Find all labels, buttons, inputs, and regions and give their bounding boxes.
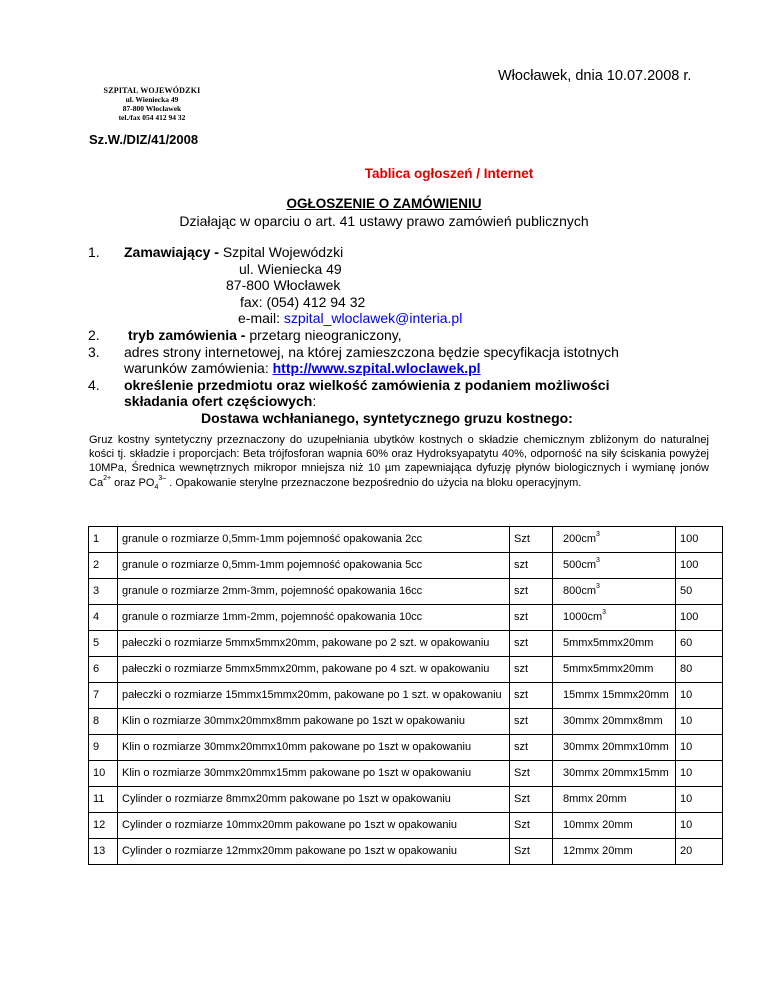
table-row <box>89 735 723 761</box>
item-quantity-text: 50 <box>680 585 693 597</box>
email-label: e-mail: <box>238 310 281 327</box>
table-row <box>89 553 723 579</box>
item-number-text: 7 <box>93 689 100 701</box>
item-unit-text: szt <box>514 741 529 753</box>
item-size <box>553 683 676 709</box>
item-size-text: 30mmx 20mmx8mm <box>563 715 663 727</box>
item-number-text: 4 <box>93 611 100 623</box>
notice-title: OGŁOSZENIE O ZAMÓWIENIU <box>286 196 482 211</box>
orderer-city: 87-800 Włocławek <box>226 277 341 294</box>
orderer-label: Zamawiający - <box>124 244 219 260</box>
reference-number: Sz.W./DIZ/41/2008 <box>89 132 199 147</box>
item-quantity-text: 60 <box>680 637 693 649</box>
orderer-fax: fax: (054) 412 94 32 <box>240 293 366 310</box>
item-unit-text: Szt <box>514 819 530 831</box>
procedure-label: tryb zamówienia - <box>128 327 246 343</box>
item-number-text: 10 <box>93 767 106 779</box>
item-number-text: 2 <box>93 559 100 571</box>
item-size <box>553 579 676 605</box>
item-size <box>553 631 676 657</box>
table-row <box>89 579 723 605</box>
item-unit-text: szt <box>514 715 529 727</box>
description-text: . Opakowanie sterylne przeznaczone bezpośrednio do użycia na bloku operacyjnym. <box>166 476 582 489</box>
item-quantity-text: 10 <box>680 689 693 701</box>
item-name-text: Klin o rozmiarze 30mmx20mmx8mm pakowane po 1szt w opakowaniu <box>122 715 465 727</box>
item-number <box>89 553 118 579</box>
item-size-text: 8mmx 20mm <box>563 793 627 805</box>
item-unit <box>510 579 553 605</box>
item-size-text: 5mmx5mmx20mm <box>563 663 654 675</box>
item-size-text: 15mmx 15mmx20mm <box>563 689 669 701</box>
po-charge: 3– <box>158 474 167 482</box>
item-quantity <box>676 605 723 631</box>
po-subscript: 4 <box>154 483 159 491</box>
item-unit-text: szt <box>514 611 529 623</box>
item-name-text: pałeczki o rozmiarze 5mmx5mmx20mm, pakowane po 2 szt. w opakowaniu <box>122 637 490 649</box>
procedure-value: przetarg nieograniczony, <box>249 327 402 343</box>
section-number: 4. <box>88 376 100 393</box>
orderer-name: Szpital Wojewódzki <box>222 244 344 260</box>
item-name <box>118 579 510 605</box>
procedure-line <box>128 327 402 344</box>
item-quantity <box>676 813 723 839</box>
subject-text: określenie przedmiotu oraz wielkość zamówienia z podaniem możliwości <box>124 376 610 393</box>
item-size <box>553 787 676 813</box>
item-quantity <box>676 735 723 761</box>
item-name <box>118 605 510 631</box>
item-number-text: 6 <box>93 663 100 675</box>
item-size <box>553 735 676 761</box>
item-quantity <box>676 761 723 787</box>
item-name <box>118 709 510 735</box>
item-quantity <box>676 527 723 553</box>
item-number <box>89 657 118 683</box>
website-text: adres strony internetowej, na której zamieszczona będzie specyfikacja istotnych <box>124 343 619 360</box>
item-quantity <box>676 709 723 735</box>
item-number <box>89 813 118 839</box>
item-number-text: 11 <box>93 793 105 805</box>
item-name-text: pałeczki o rozmiarze 15mmx15mmx20mm, pakowane po 1 szt. w opakowaniu <box>122 689 502 701</box>
item-size <box>553 657 676 683</box>
item-name-text: Klin o rozmiarze 30mmx20mmx10mm pakowane po 1szt w opakowaniu <box>122 741 472 753</box>
orderer-line <box>124 244 343 261</box>
notice-subtitle: Działając w oparciu o art. 41 ustawy prawo zamówień publicznych <box>179 213 589 229</box>
orderer-street: ul. Wieniecka 49 <box>239 260 342 277</box>
item-quantity-text: 100 <box>680 559 699 571</box>
product-description <box>89 433 709 490</box>
item-number <box>89 605 118 631</box>
item-name-text: Cylinder o rozmiarze 12mmx20mm pakowane po 1szt w opakowaniu <box>122 845 458 857</box>
item-name <box>118 787 510 813</box>
item-size <box>553 709 676 735</box>
table-row <box>89 709 723 735</box>
table-row <box>89 631 723 657</box>
item-number <box>89 709 118 735</box>
item-number-text: 8 <box>93 715 100 727</box>
item-size <box>553 527 676 553</box>
item-number <box>89 579 118 605</box>
item-unit-text: szt <box>514 663 529 675</box>
item-size-text: 500cm <box>563 559 597 571</box>
item-quantity-text: 10 <box>680 715 693 727</box>
item-unit <box>510 527 553 553</box>
item-size <box>553 605 676 631</box>
item-unit-text: Szt <box>514 767 530 779</box>
item-quantity-text: 80 <box>680 663 693 675</box>
items-table <box>88 526 723 865</box>
superscript: 3 <box>596 583 600 591</box>
item-unit <box>510 631 553 657</box>
item-number <box>89 787 118 813</box>
section-number: 2. <box>88 327 100 343</box>
item-number-text: 3 <box>93 585 100 597</box>
item-unit <box>510 709 553 735</box>
item-number-text: 12 <box>93 819 106 831</box>
item-size-text: 800cm <box>563 585 597 597</box>
orderer-email-line <box>238 310 462 327</box>
partial-offers-line <box>124 393 316 410</box>
table-row <box>89 683 723 709</box>
item-quantity <box>676 839 723 865</box>
description-text: Gruz kostny syntetyczny przeznaczony do uzupełniania ubytków kostnych o składzie chemicznym zbliżonym do naturalnej kości tj. składzie i proporcjach: Beta trójfosforan wapnia 60% oraz Hydroksyapatytu 40%, odporność na siły ściskania powyżej 10MPa, Średnica wewnętrznych mikropor mniejsza niż 10 µm zapewniająca dyfuzję płynów biologicznych i wymianę jonów Ca <box>89 434 709 489</box>
item-name <box>118 553 510 579</box>
item-name <box>118 683 510 709</box>
item-quantity <box>676 631 723 657</box>
item-quantity-text: 100 <box>680 533 699 545</box>
item-size <box>553 813 676 839</box>
item-unit <box>510 605 553 631</box>
item-quantity <box>676 787 723 813</box>
item-quantity-text: 10 <box>680 819 693 831</box>
item-number <box>89 839 118 865</box>
ca-charge: 2+ <box>103 474 112 482</box>
item-number <box>89 683 118 709</box>
item-quantity-text: 10 <box>680 767 693 779</box>
item-unit <box>510 813 553 839</box>
item-unit <box>510 657 553 683</box>
item-name <box>118 631 510 657</box>
partial-offers-label: składania ofert częściowych <box>124 393 313 410</box>
item-unit <box>510 553 553 579</box>
item-name <box>118 813 510 839</box>
item-number-text: 13 <box>93 845 106 857</box>
item-name-text: granule o rozmiarze 1mm-2mm, pojemność opakowania 10cc <box>122 611 423 623</box>
item-name <box>118 735 510 761</box>
item-number <box>89 527 118 553</box>
section-number: 1. <box>88 244 100 260</box>
item-unit-text: Szt <box>514 533 530 545</box>
item-quantity <box>676 553 723 579</box>
item-unit-text: Szt <box>514 793 530 805</box>
item-size-text: 30mmx 20mmx15mm <box>563 767 669 779</box>
item-unit <box>510 735 553 761</box>
item-name-text: granule o rozmiarze 2mm-3mm, pojemność opakowania 16cc <box>122 585 423 597</box>
stamp-line: 87-800 Włocławek <box>122 104 182 113</box>
item-size-text: 200cm <box>563 533 597 545</box>
stamp-line: ul. Wieniecka 49 <box>125 95 179 104</box>
item-size <box>553 839 676 865</box>
item-name-text: pałeczki o rozmiarze 5mmx5mmx20mm, pakowane po 4 szt. w opakowaniu <box>122 663 490 675</box>
table-row <box>89 839 723 865</box>
item-unit <box>510 761 553 787</box>
item-number-text: 1 <box>93 533 100 545</box>
colon: : <box>312 393 317 410</box>
item-size <box>553 553 676 579</box>
table-row <box>89 813 723 839</box>
item-quantity <box>676 657 723 683</box>
website-link[interactable]: http://www.szpital.wloclawek.pl <box>272 360 481 377</box>
superscript: 3 <box>602 609 607 617</box>
item-unit-text: szt <box>514 559 529 571</box>
item-number-text: 9 <box>93 741 100 753</box>
item-name <box>118 527 510 553</box>
item-name-text: Cylinder o rozmiarze 8mmx20mm pakowane po 1szt w opakowaniu <box>122 793 451 805</box>
item-name <box>118 839 510 865</box>
table-row <box>89 787 723 813</box>
hospital-stamp <box>90 86 214 122</box>
email-link[interactable]: szpital_wloclawek@interia.pl <box>283 310 463 327</box>
item-unit <box>510 839 553 865</box>
item-size <box>553 761 676 787</box>
item-unit-text: szt <box>514 585 529 597</box>
item-number-text: 5 <box>93 637 100 649</box>
item-name-text: granule o rozmiarze 0,5mm-1mm pojemność opakowania 2cc <box>122 533 423 545</box>
item-name <box>118 761 510 787</box>
item-size-text: 30mmx 20mmx10mm <box>563 741 669 753</box>
item-number <box>89 761 118 787</box>
item-number <box>89 735 118 761</box>
item-quantity <box>676 579 723 605</box>
item-name-text: Klin o rozmiarze 30mmx20mmx15mm pakowane po 1szt w opakowaniu <box>122 767 472 779</box>
stamp-line: tel./fax 054 412 94 32 <box>118 113 186 122</box>
website-label: warunków zamówienia: <box>124 360 269 377</box>
item-size-text: 12mmx 20mm <box>563 845 633 857</box>
item-quantity-text: 10 <box>680 741 693 753</box>
item-unit <box>510 787 553 813</box>
item-quantity-text: 10 <box>680 793 693 805</box>
item-name <box>118 657 510 683</box>
table-row <box>89 657 723 683</box>
item-number <box>89 631 118 657</box>
item-quantity-text: 100 <box>680 611 699 623</box>
stamp-line: SZPITAL WOJEWÓDZKI <box>103 86 201 95</box>
document-date: Włocławek, dnia 10.07.2008 r. <box>498 68 692 84</box>
subject-heading: Dostawa wchłanianego, syntetycznego gruzu kostnego: <box>201 410 573 426</box>
item-unit-text: szt <box>514 637 529 649</box>
superscript: 3 <box>596 531 600 539</box>
table-row <box>89 527 723 553</box>
table-row <box>89 605 723 631</box>
notice-board-label: Tablica ogłoszeń / Internet <box>364 166 534 181</box>
item-size-text: 5mmx5mmx20mm <box>563 637 654 649</box>
description-text: oraz PO <box>111 476 155 489</box>
website-line <box>124 360 481 377</box>
superscript: 3 <box>596 557 600 565</box>
item-size-text: 10mmx 20mm <box>563 819 633 831</box>
item-unit-text: szt <box>514 689 529 701</box>
item-size-text: 1000cm <box>563 611 603 623</box>
item-quantity-text: 20 <box>680 845 693 857</box>
item-name-text: granule o rozmiarze 0,5mm-1mm pojemność opakowania 5cc <box>122 559 423 571</box>
table-row <box>89 761 723 787</box>
item-unit <box>510 683 553 709</box>
item-name-text: Cylinder o rozmiarze 10mmx20mm pakowane po 1szt w opakowaniu <box>122 819 458 831</box>
item-unit-text: Szt <box>514 845 530 857</box>
item-quantity <box>676 683 723 709</box>
section-number: 3. <box>88 343 100 360</box>
